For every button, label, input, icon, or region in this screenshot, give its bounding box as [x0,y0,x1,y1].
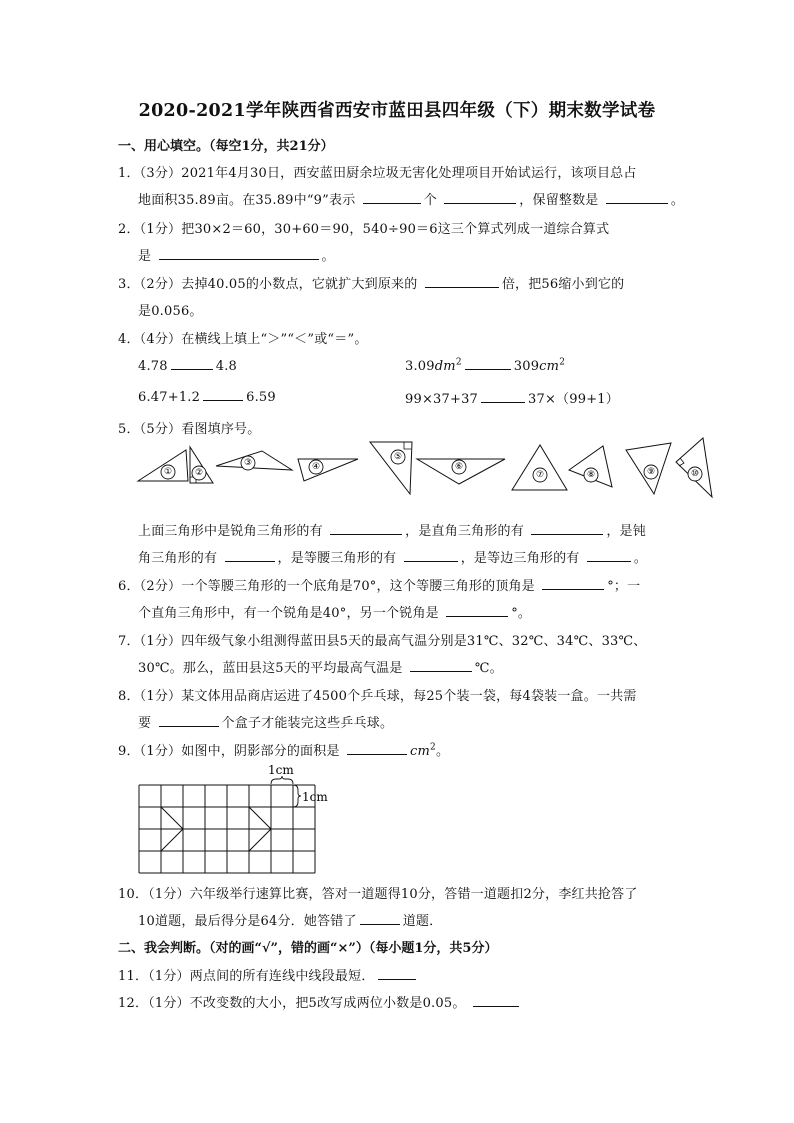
q4-b-exp-2: 2 [559,357,566,368]
q2-text-b: 。 [321,249,335,264]
section-1-header: 一、用心填空。（每空1分，共21分） [118,139,334,154]
triangle-3-label: ③ [243,458,253,468]
q11-text: 11．（1分）两点间的所有连线中线段最短． [118,969,375,984]
q4-d-left: 99×37+37 [405,392,479,407]
triangle-8-label: ⑧ [586,470,596,480]
triangle-9-label: ⑨ [646,467,656,477]
q9-text-end: 。 [435,744,450,759]
q3-text-a: 3．（2分）去掉40.05的小数点，它就扩大到原来的 [118,277,418,292]
question-10-line-2 [138,910,442,929]
triangle-5-label: ⑤ [393,452,403,462]
triangle-7-label: ⑦ [535,470,545,480]
q4-b-mid: 309 [513,359,540,374]
side-brace [293,785,301,807]
question-3-line-2: 是0.056。 [138,304,203,319]
question-5-stem: 5．（5分）看图填序号。 [118,422,261,437]
q4-c-left: 6.47+1.2 [138,390,201,405]
q5-text-f: ，是等边三角形的有 [460,551,580,566]
q9-unit: cm [410,744,431,759]
q9-text-a: 9．（1分）如图中，阴影部分的面积是 [118,744,340,759]
q4-a-left: 4.78 [138,359,168,374]
q10-blank[interactable] [360,912,400,925]
side-brace-label: 1cm [302,790,328,804]
q11-blank[interactable] [378,967,416,980]
triangle-1-label: ① [163,467,173,477]
q10-text-a: 10道题，最后得分是64分．她答错了 [138,914,357,929]
q7-text-a: 30℃。那么，蓝田县这5天的平均最高气温是 [138,661,403,676]
question-8-line-1: 8．（1分）某文体用品商店运进了4500个乒乓球，每25个装一袋，每4袋装一盒。一共需 [118,689,637,704]
question-10-line-1: 10．（1分）六年级举行速算比赛，答对一道题得10分，答错一道题扣2分，李红共抢答了 [118,887,638,902]
q6-text-c: 个直角三角形中，有一个锐角是40°，另一个锐角是 [138,606,439,621]
page-title: 2020-2021学年陕西省西安市蓝田县四年级（下）期末数学试卷 [138,101,656,121]
q6-text-d: °。 [511,606,532,621]
q3-text-b: 倍，把56缩小到它的 [501,277,625,292]
q8-text-a: 要 [138,716,152,731]
top-brace-label: 1cm [268,763,294,777]
triangle-2-label: ② [194,468,204,478]
q4-b-exp-1: 2 [455,357,462,368]
q1-text-d: 。 [670,193,685,208]
q4-b-unit-2: cm [539,359,560,374]
question-4-stem: 4．（4分）在横线上填上“＞”“＜”或“＝”。 [118,332,368,347]
q4-a-right: 4.8 [215,359,238,374]
q9-unit-exp: 2 [430,742,436,753]
question-7-line-1: 7．（1分）四年级气象小组测得蓝田县5天的最高气温分别是31℃、32℃、34℃、33℃、 [118,634,647,649]
q8-text-b: 个盒子才能装完这些乒乓球。 [221,716,394,731]
q1-text-c: ，保留整数是 [519,193,599,208]
question-1-line-1: 1．（3分）2021年4月30日，西安蓝田厨余垃圾无害化处理项目开始试运行，该项目总占 [118,166,637,181]
question-11 [118,965,419,984]
top-brace [271,776,293,784]
q1-text-b: 个 [423,193,437,208]
section-2-header: 二、我会判断。（对的画“√”，错的画“×”）（每小题1分，共5分） [118,941,498,956]
q2-text-a: 是 [138,249,152,264]
q7-text-b: ℃。 [474,661,503,676]
triangle-6-label: ⑥ [454,462,464,472]
q6-text-a: 6．（2分）一个等腰三角形的一个底角是70°，这个等腰三角形的顶角是 [118,579,535,594]
q5-text-d: 角三角形的有 [138,551,218,566]
q4-b-unit-1: dm [434,359,456,374]
q12-blank[interactable] [473,994,519,1007]
q5-text-a: 上面三角形中是锐角三角形的有 [138,524,323,539]
q5-text-b: ，是直角三角形的有 [405,524,524,539]
q5-text-c: ，是钝 [606,524,646,539]
q1-text-a: 地面积35.89亩。在35.89中“9”表示 [138,193,356,208]
q4-c-right: 6.59 [246,390,276,405]
triangle-10-label: ⑩ [690,469,700,479]
q6-text-b: °；一 [607,579,641,594]
question-12 [118,992,522,1011]
q4-d-right: 37×（99+1） [528,392,619,407]
q12-text: 12．（1分）不改变数的大小，把5改写成两位小数是0.05。 [118,996,466,1011]
q10-text-b: 道题． [402,914,443,929]
question-2-line-1: 2．（1分）把30×2＝60，30+60＝90，540÷90＝6这三个算式列成一道综合算式 [118,222,610,237]
q4-b-left: 3.09 [405,359,435,374]
grid-lines [139,785,315,873]
triangle-4-label: ④ [311,462,321,472]
q5-text-g: 。 [633,551,648,566]
q5-text-e: ，是等腰三角形的有 [277,551,397,566]
